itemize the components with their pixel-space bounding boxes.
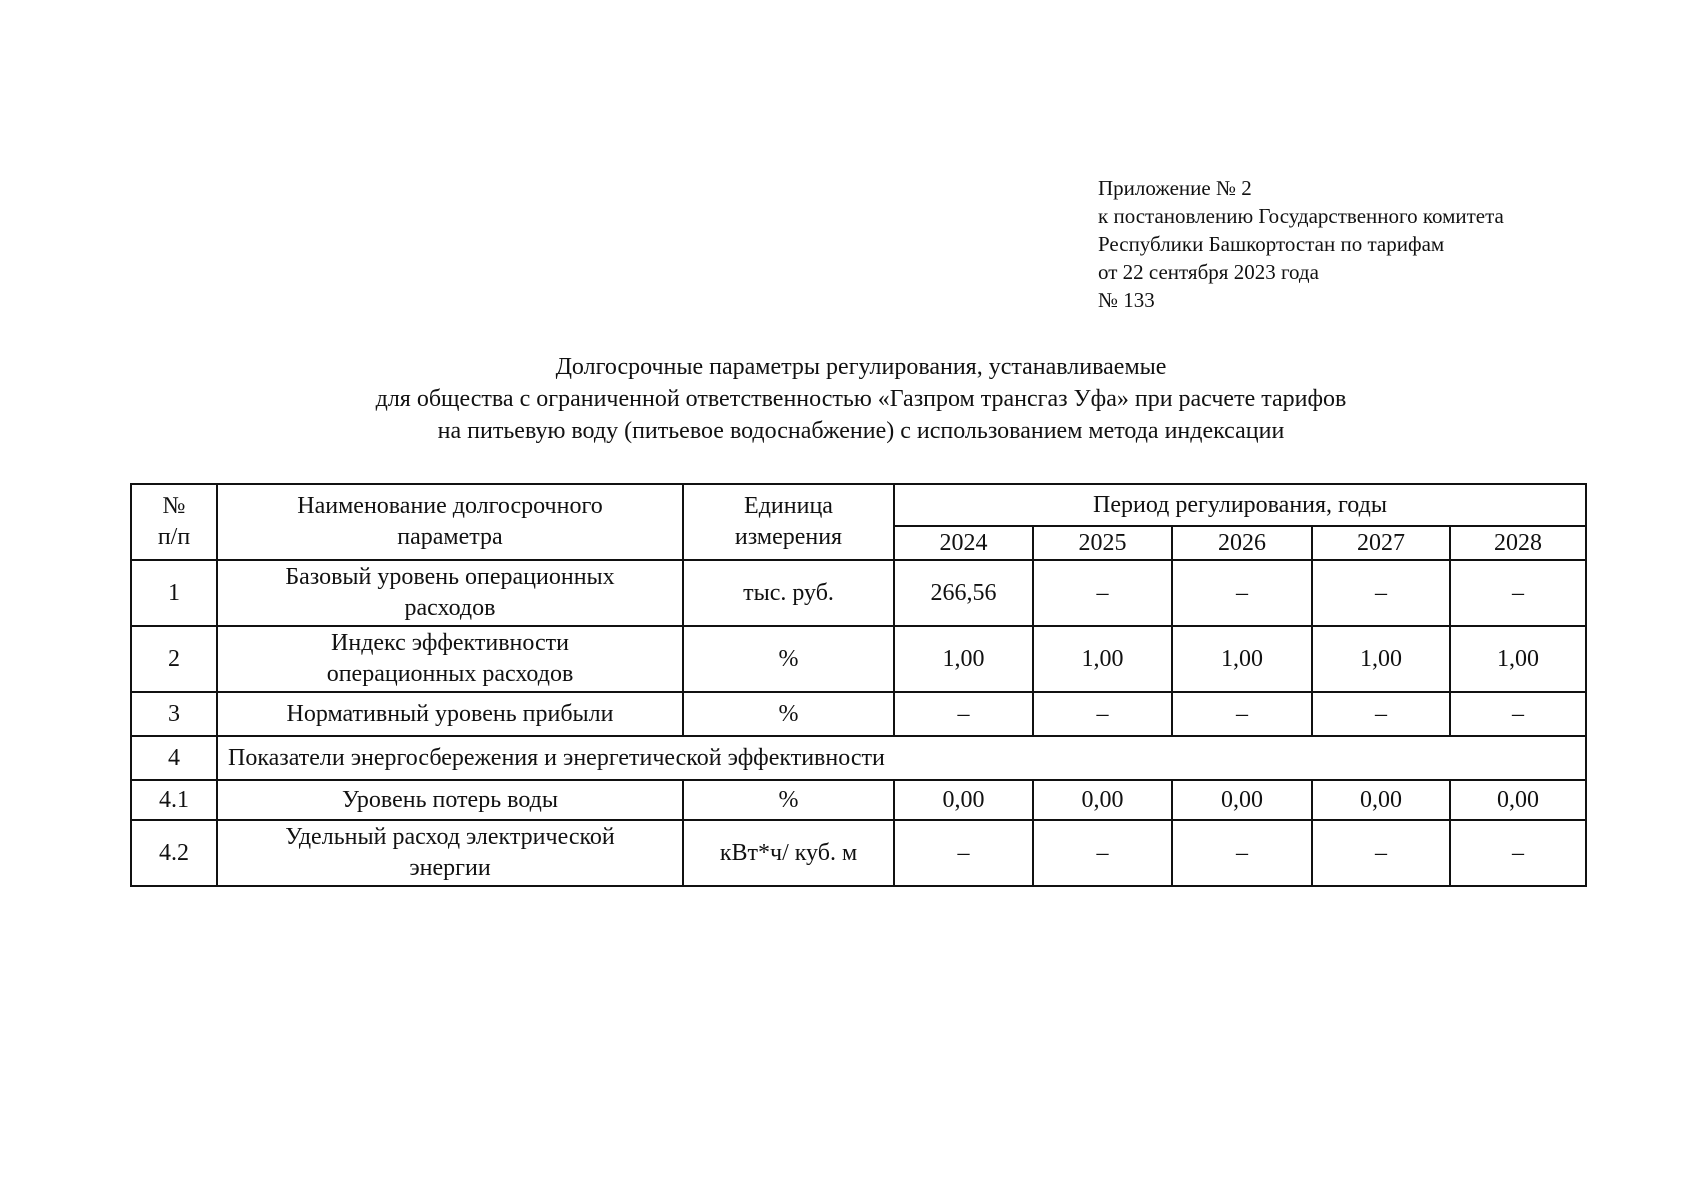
row-name: Базовый уровень операционных расходов: [217, 560, 683, 626]
row-unit: %: [683, 692, 894, 736]
title-line: для общества с ограниченной ответственностью «Газпром трансгаз Уфа» при расчете тарифов: [375, 386, 1347, 412]
value-cell: –: [1450, 560, 1586, 626]
row-num: 4.2: [131, 820, 217, 886]
table-row: [131, 560, 1586, 626]
value-cell: –: [1450, 692, 1586, 736]
value-cell: –: [1033, 820, 1172, 886]
annex-line: Республики Башкортостан по тарифам: [1098, 232, 1445, 256]
row-num: 1: [131, 560, 217, 626]
section-title: Показатели энергосбережения и энергетической эффективности: [217, 736, 1586, 780]
row-num: 4.1: [131, 780, 217, 820]
year-cell: 2024: [894, 526, 1033, 560]
annex-line: № 133: [1098, 288, 1155, 312]
header-unit: Единица измерения: [683, 484, 894, 560]
row-name: Удельный расход электрической энергии: [217, 820, 683, 886]
header-period: Период регулирования, годы: [894, 484, 1586, 526]
value-cell: –: [1312, 820, 1450, 886]
annex-line: Приложение № 2: [1098, 176, 1252, 200]
value-cell: –: [894, 692, 1033, 736]
header-num: № п/п: [131, 484, 217, 560]
title-line: Долгосрочные параметры регулирования, устанавливаемые: [555, 354, 1167, 380]
value-cell: –: [1312, 560, 1450, 626]
header-name: Наименование долгосрочного параметра: [217, 484, 683, 560]
annex-line: к постановлению Государственного комитета: [1098, 204, 1504, 228]
annex-note: [1098, 174, 1658, 314]
table-row: [131, 820, 1586, 886]
value-cell: –: [1172, 692, 1312, 736]
year-cell: 2027: [1312, 526, 1450, 560]
value-cell: –: [894, 820, 1033, 886]
document-title: [120, 351, 1602, 447]
annex-line: от 22 сентября 2023 года: [1098, 260, 1319, 284]
value-cell: –: [1450, 820, 1586, 886]
value-cell: –: [1172, 820, 1312, 886]
year-cell: 2028: [1450, 526, 1586, 560]
value-cell: 266,56: [894, 560, 1033, 626]
value-cell: 0,00: [1172, 780, 1312, 820]
header-row: [131, 484, 1586, 526]
value-cell: 1,00: [894, 626, 1033, 692]
row-name: Нормативный уровень прибыли: [217, 692, 683, 736]
section-row: [131, 736, 1586, 780]
row-name: Уровень потерь воды: [217, 780, 683, 820]
row-unit: %: [683, 626, 894, 692]
row-num: 2: [131, 626, 217, 692]
value-cell: –: [1312, 692, 1450, 736]
title-line: на питьевую воду (питьевое водоснабжение) с использованием метода индексации: [437, 418, 1285, 444]
value-cell: 1,00: [1450, 626, 1586, 692]
row-unit: кВт*ч/ куб. м: [683, 820, 894, 886]
value-cell: 0,00: [1312, 780, 1450, 820]
row-unit: тыс. руб.: [683, 560, 894, 626]
row-num: 4: [131, 736, 217, 780]
value-cell: –: [1172, 560, 1312, 626]
value-cell: –: [1033, 692, 1172, 736]
year-cell: 2025: [1033, 526, 1172, 560]
table-row: [131, 626, 1586, 692]
parameters-table: [130, 483, 1587, 887]
value-cell: –: [1033, 560, 1172, 626]
table-row: [131, 780, 1586, 820]
table-row: [131, 692, 1586, 736]
value-cell: 0,00: [1033, 780, 1172, 820]
value-cell: 1,00: [1033, 626, 1172, 692]
value-cell: 0,00: [894, 780, 1033, 820]
row-num: 3: [131, 692, 217, 736]
value-cell: 1,00: [1172, 626, 1312, 692]
value-cell: 1,00: [1312, 626, 1450, 692]
year-cell: 2026: [1172, 526, 1312, 560]
value-cell: 0,00: [1450, 780, 1586, 820]
row-unit: %: [683, 780, 894, 820]
row-name: Индекс эффективности операционных расходов: [217, 626, 683, 692]
